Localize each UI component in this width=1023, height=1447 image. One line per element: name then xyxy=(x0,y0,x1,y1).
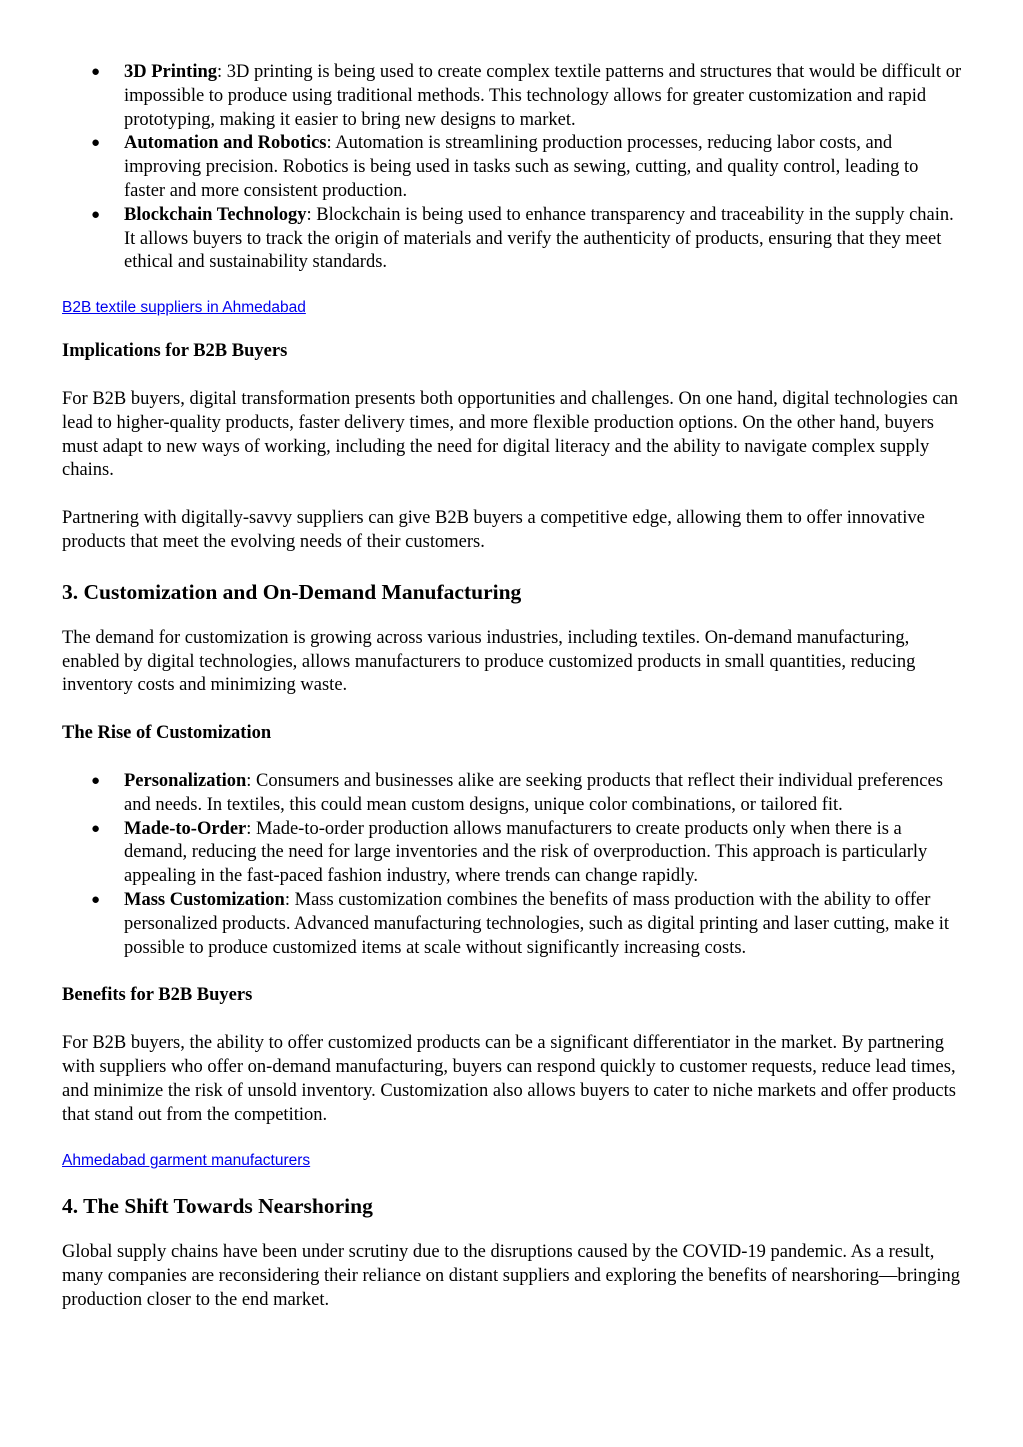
list-item xyxy=(91,889,963,960)
link-ahmedabad-garment-manufacturers[interactable]: Ahmedabad garment manufacturers xyxy=(62,1152,311,1170)
subheading-implications: Implications for B2B Buyers xyxy=(62,341,288,362)
list-item xyxy=(91,204,963,275)
bullet-icon: ● xyxy=(91,891,101,908)
bullet-term: Made-to-Order xyxy=(124,818,247,839)
bullet-term: Personalization xyxy=(124,770,247,791)
bullet-icon: ● xyxy=(91,64,101,80)
list-item xyxy=(91,132,963,203)
subheading-benefits: Benefits for B2B Buyers xyxy=(62,985,253,1006)
bullet-text: : 3D printing is being used to create complex textile patterns and structures that would be difficult or impossible to produce using traditional methods. This technology allows for greater customization and rapid prototyping, making it easier to bring new designs to market. xyxy=(124,62,962,130)
customization-bullet-list xyxy=(62,770,963,960)
bullet-icon: ● xyxy=(91,820,101,837)
list-item xyxy=(91,770,963,818)
paragraph: The demand for customization is growing across various industries, including textiles. On-demand manufacturing, enabled by digital technologies, allows manufacturers to produce customized products in small quantities, reducing inventory costs and minimizing waste. xyxy=(62,627,916,696)
bullet-text: : Automation is streamlining production processes, reducing labor costs, and improving precision. Robotics is being used in tasks such as sewing, cutting, and quality control, leading to faster and more consistent production. xyxy=(124,133,919,201)
bullet-text: : Mass customization combines the benefits of mass production with the ability to offer personalized products. Advanced manufacturing technologies, such as digital printing and laser cutting, make it possible to produce customized items at scale without significantly increasing costs. xyxy=(124,889,950,958)
paragraph: For B2B buyers, digital transformation presents both opportunities and challenges. On one hand, digital technologies can lead to higher-quality products, faster delivery times, and more flexible production options. On the other hand, buyers must adapt to new ways of working, including the need for digital literacy and the ability to navigate complex supply chains. xyxy=(62,388,959,481)
list-item xyxy=(91,61,963,132)
technology-bullet-list xyxy=(62,61,963,275)
bullet-text: : Blockchain is being used to enhance transparency and traceability in the supply chain. It allows buyers to track the origin of materials and verify the authenticity of products, ensuring that they meet ethical and sustainability standards. xyxy=(124,204,954,273)
list-item xyxy=(91,818,963,889)
bullet-term: Automation and Robotics xyxy=(124,133,327,154)
link-b2b-textile-suppliers[interactable]: B2B textile suppliers in Ahmedabad xyxy=(62,299,306,317)
paragraph: Partnering with digitally-savvy suppliers can give B2B buyers a competitive edge, allowing them to offer innovative products that meet the evolving needs of their customers. xyxy=(62,508,925,552)
bullet-term: Blockchain Technology xyxy=(124,204,307,225)
bullet-term: 3D Printing xyxy=(124,62,218,82)
bullet-icon: ● xyxy=(91,135,101,152)
section-heading-nearshoring: 4. The Shift Towards Nearshoring xyxy=(62,1194,373,1219)
section-heading-customization: 3. Customization and On-Demand Manufacturing xyxy=(62,579,522,604)
subheading-rise-of-customization: The Rise of Customization xyxy=(62,723,272,744)
bullet-text: : Made-to-order production allows manufacturers to create products only when there is a demand, reducing the need for large inventories and the risk of overproduction. This approach is particularly appealing in the fast-paced fashion industry, where trends can change rapidly. xyxy=(124,818,928,887)
bullet-term: Mass Customization xyxy=(124,889,285,910)
bullet-text: : Consumers and businesses alike are seeking products that reflect their individual preferences and needs. In textiles, this could mean custom designs, unique color combinations, or tailored fit. xyxy=(124,770,943,815)
paragraph: For B2B buyers, the ability to offer customized products can be a significant differentiator in the market. By partnering with suppliers who offer on-demand manufacturing, buyers can respond quickly to customer requests, reduce lead times, and minimize the risk of unsold inventory. Customization also allows buyers to cater to niche markets and offer products that stand out from the competition. xyxy=(62,1033,956,1125)
paragraph: Global supply chains have been under scrutiny due to the disruptions caused by the COVID-19 pandemic. As a result, many companies are reconsidering their reliance on distant suppliers and exploring the benefits of nearshoring—bringing production closer to the end market. xyxy=(62,1242,961,1310)
bullet-icon: ● xyxy=(91,206,101,223)
bullet-icon: ● xyxy=(91,772,101,789)
